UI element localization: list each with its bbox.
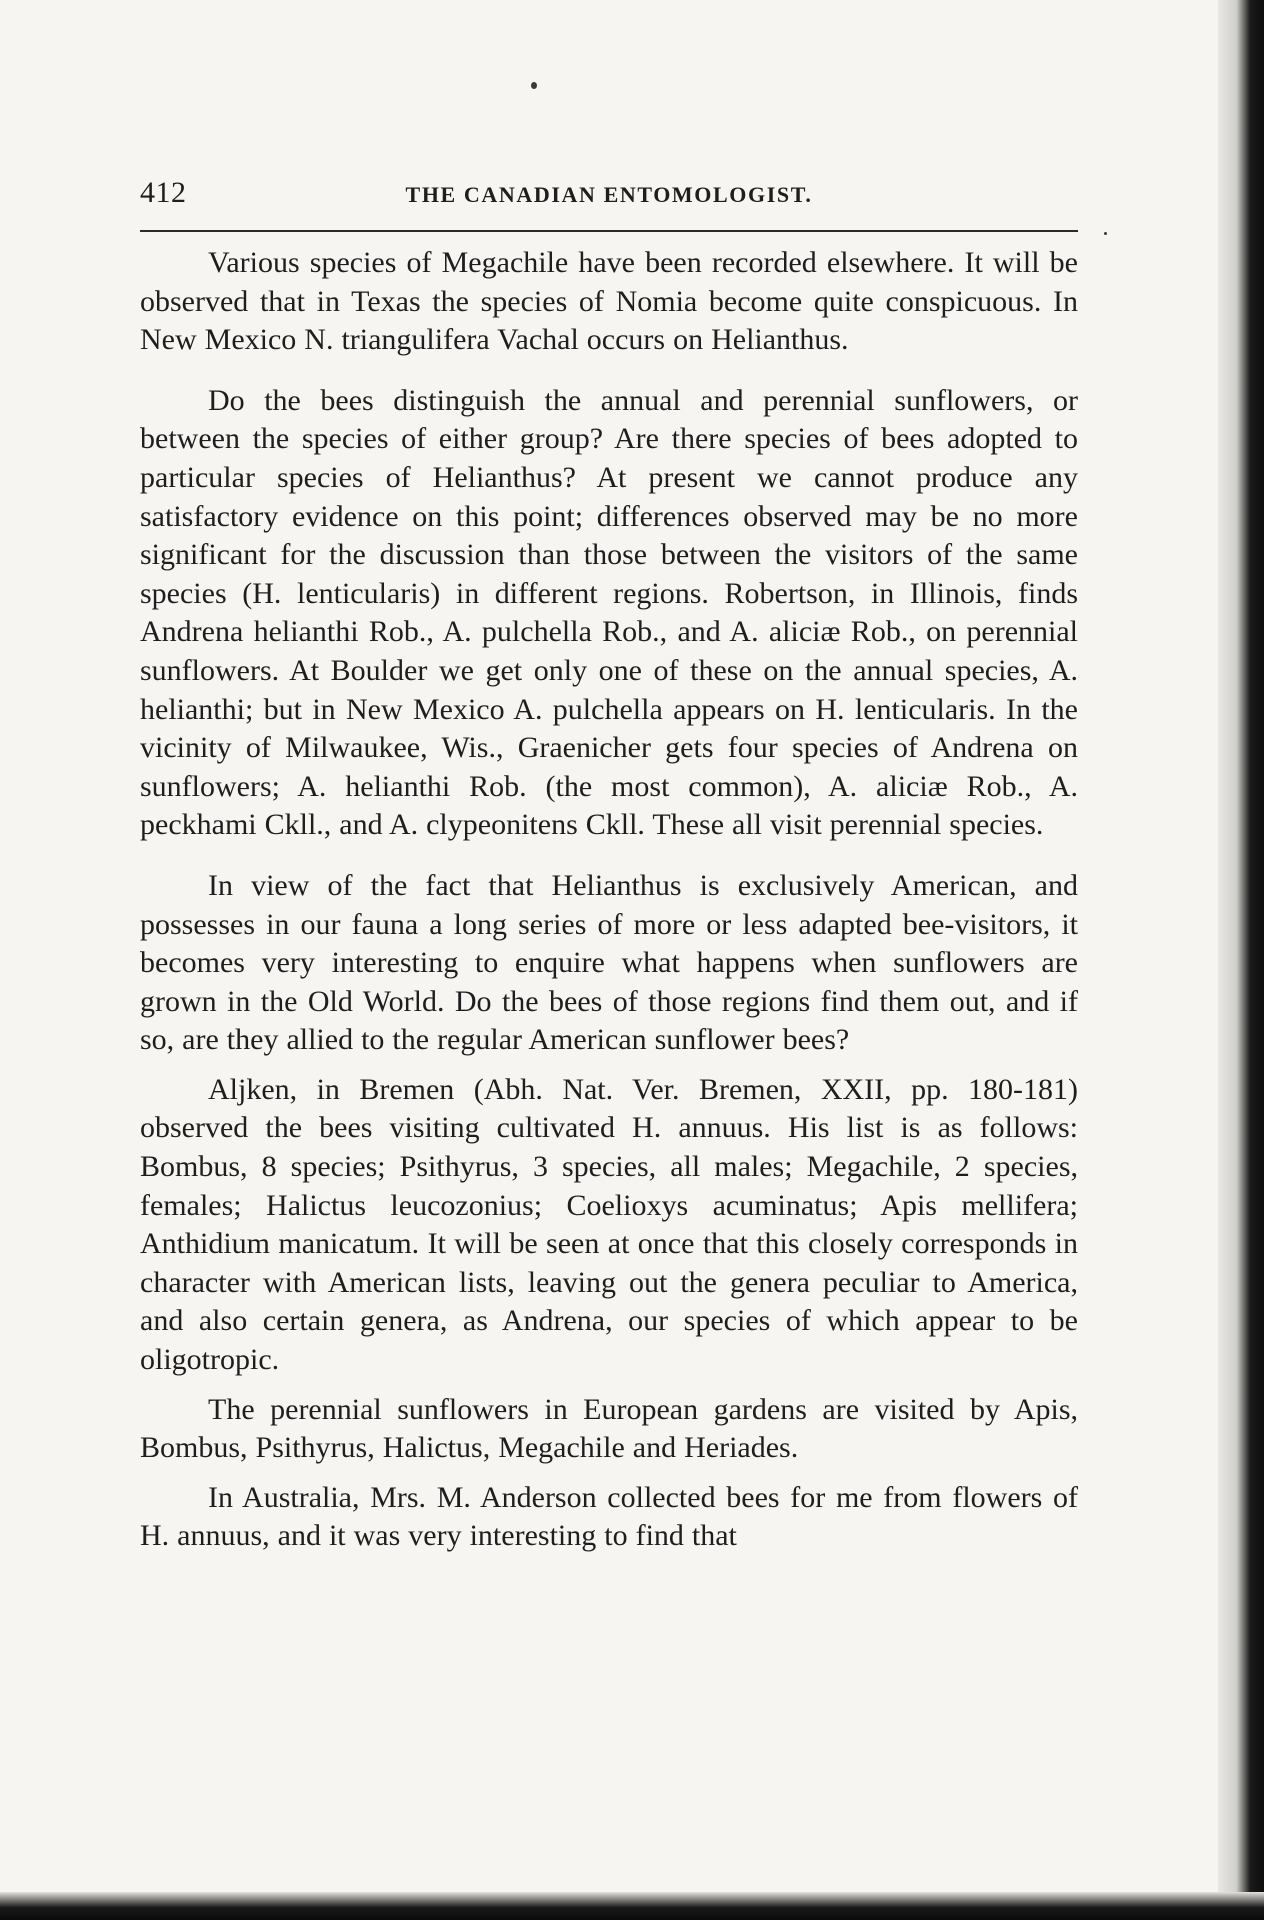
paragraph: The perennial sunflowers in European gardens are visited by Apis, Bombus, Psithyrus, Halictus, Megachile and Heriades. (140, 1392, 1078, 1465)
scan-speck (531, 82, 537, 89)
scan-edge-bottom (0, 1892, 1264, 1920)
paragraph: Various species of Megachile have been recorded elsewhere. It will be observed that in Texas the species of Nomia become quite conspicuous. In New Mexico N. triangulifera Vachal occurs on Helianthus. (140, 246, 1078, 357)
scan-speck (1104, 232, 1107, 235)
journal-title: THE CANADIAN ENTOMOLOGIST. (405, 182, 813, 207)
paragraph: Aljken, in Bremen (Abh. Nat. Ver. Bremen, XXII, pp. 180-181) observed the bees visiting cultivated H. annuus. His list is as follows: Bombus, 8 species; Psithyrus, 3 species, all males; Megachile, 2 species, females; Halictus leucozonius; Coelioxys acuminatus; Apis mellifera; Anthidium manicatum. It will be seen at once that this closely corresponds in character with American lists, leaving out the genera peculiar to America, and also certain genera, as Andrena, our species of which appear to be oligotropic. (140, 1072, 1078, 1377)
paragraph: In Australia, Mrs. M. Anderson collected bees for me from flowers of H. annuus, and it was very interesting to find that (140, 1480, 1078, 1553)
page (140, 170, 1078, 1556)
paragraph: Do the bees distinguish the annual and perennial sunflowers, or between the species of either group? Are there species of bees adopted to particular species of Helianthus? At present we cannot produce any satisfactory evidence on this point; differences observed may be no more significant for the discussion than those between the visitors of the same species (H. lenticularis) in different regions. Robertson, in Illinois, finds Andrena helianthi Rob., A. pulchella Rob., and A. aliciæ Rob., on perennial sunflowers. At Boulder we get only one of these on the annual species, A. helianthi; but in New Mexico A. pulchella appears on H. lenticularis. In the vicinity of Milwaukee, Wis., Graenicher gets four species of Andrena on sunflowers; A. helianthi Rob. (the most common), A. aliciæ Rob., A. peckhami Ckll., and A. clypeonitens Ckll. These all visit perennial species. (140, 383, 1078, 842)
paragraph: In view of the fact that Helianthus is exclusively American, and possesses in our fauna a long series of more or less adapted bee-visitors, it becomes very interesting to enquire what happens when sunflowers are grown in the Old World. Do the bees of those regions find them out, and if so, are they allied to the regular American sunflower bees? (140, 868, 1078, 1057)
page-number: 412 (140, 176, 187, 209)
scan-edge-right (1218, 0, 1264, 1920)
running-head (140, 170, 1078, 210)
body-text (140, 244, 1078, 1556)
header-rule (140, 230, 1078, 232)
